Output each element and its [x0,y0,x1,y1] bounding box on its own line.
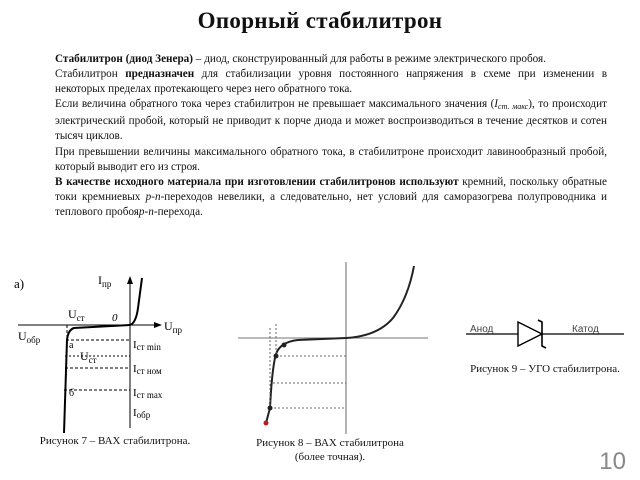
forward-branch [130,278,142,325]
reverse-branch [64,325,130,433]
paragraph-material [55,175,607,220]
label-cathode: Катод [572,324,599,335]
paragraph-text: кремний, поскольку обратные токи кремниевых [55,175,607,203]
label-i-pr: $I_{пр}$ [98,273,112,289]
paragraph-text: -переходов невелики, а следовательно, нет условий для саморазогрева полупроводника и теплового пробоя [55,190,608,218]
caption-line: (более точная). [294,451,366,463]
caption-line: Рисунок 8 – ВАХ стабилитрона [256,437,404,449]
curve-point [268,406,273,411]
page-number: 10 [599,448,626,475]
paragraph-text: Стабилитрон [55,68,126,81]
label-anode: Анод [470,324,494,335]
point-b: б [69,388,75,399]
figure-7-caption: Рисунок 7 – ВАХ стабилитрона. [39,435,191,447]
bold-text: предназначен [125,68,195,81]
paragraph-purpose [55,67,607,97]
diode-triangle [518,322,542,346]
label-i-obr: Iобр [133,407,151,420]
label-i-st-min: Iст min [133,339,161,352]
label-u-st: $U_{ст}$ [68,307,85,323]
paragraph-text: – диод, сконструированный для работы в режиме электрического пробоя. [193,53,546,65]
paragraph-text: для стабилизации уровня постоянного напряжения в схеме при изменении в некоторых пределах протекающего через него обратного тока. [55,68,607,96]
paragraph-text: Если величина обратного тока через стабилитрон не превышает максимального значения ( [55,98,495,111]
point-a: а [69,340,74,351]
curve-point-breakdown [264,421,269,426]
label-origin: 0 [112,312,118,324]
paragraph-text: -перехода. [153,205,203,218]
y-axis-arrow [127,276,133,284]
symbol-i: I [494,98,499,111]
figure-8 [228,258,430,436]
paragraph-max-current [55,97,607,144]
paragraph-avalanche: При превышении величины максимального обратного тока, в стабилитроне происходит лавинообразный пробой, который выводит его из строя. [55,145,607,173]
paragraph-text: ), то происходит электрический пробой, который не приводит к порче диода и может воспроизводиться в течение десятков и сотен тысяч циклов. [55,98,607,143]
italic-text: p-n [145,190,161,203]
figure-7-diagram [10,268,220,440]
figure-8-caption [225,436,435,464]
curve-point [282,343,287,348]
label-u-st-2: $U_{ст}$ [80,349,97,365]
figure-9 [462,312,632,352]
italic-text: p-n [138,205,154,218]
label-i-st-nom: Iст ном [133,363,162,376]
bold-text: В качестве исходного материала при изготовлении стабилитронов используют [55,175,459,188]
figure-7 [10,268,220,440]
paragraph-definition [55,52,607,67]
page-title: Опорный стабилитрон [197,8,443,33]
x-axis-arrow [154,322,162,328]
figure-8-diagram [228,258,430,436]
symbol-subscript: ст. макс [498,102,529,112]
term-zener: Стабилитрон (диод Зенера) [55,53,193,65]
curve-point [274,354,279,359]
zener-symbol [462,312,632,352]
figure-label: а) [14,276,25,291]
label-i-st-max: Iст max [133,387,163,400]
text-block [55,52,607,220]
label-u-obr: $U_{обр}$ [18,329,41,345]
figure-9-caption: Рисунок 9 – УГО стабилитрона. [470,363,620,375]
label-u-pr: $U_{пр}$ [164,319,182,335]
